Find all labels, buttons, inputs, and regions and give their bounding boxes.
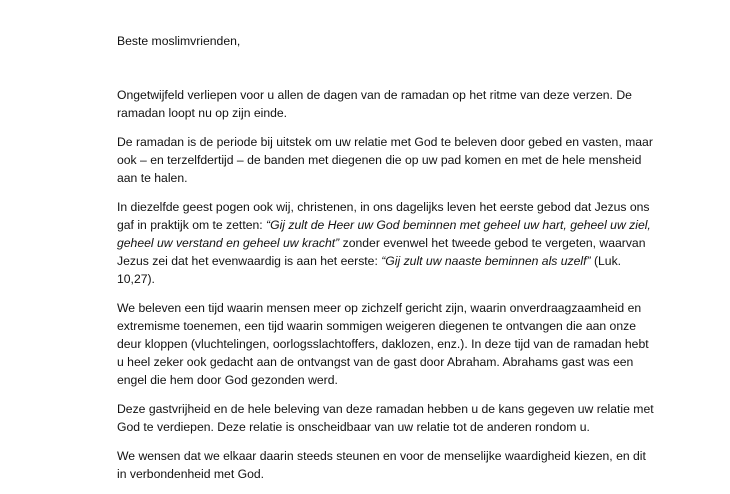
salutation: Beste moslimvrienden, bbox=[117, 34, 241, 48]
scripture-quote-2: “Gij zult uw naaste beminnen als uzelf” bbox=[381, 254, 591, 268]
bible-reference: (Luk. 10,27). bbox=[117, 254, 622, 286]
paragraph-4: We beleven een tijd waarin mensen meer op zichzelf gericht zijn, waarin onverdraagzaamheid en extremisme toenemen, een tijd waarin sommigen weigeren diegenen te ontvangen die aan onze deur kloppen (vluchtelingen, oorlogsslachtoffers, daklozen, enz.). In deze tijd van de ramadan hebt u heel zeker ook gedacht aan de ontvangst van de gast door Abraham. Abrahams gast was een engel die hem door God gezonden werd. bbox=[117, 301, 649, 387]
paragraph-3-text-2: zonder evenwel het tweede gebod te vergeten, waarvan Jezus zei dat het evenwaardig is aan het eerste: bbox=[117, 236, 646, 268]
paragraph-2: De ramadan is de periode bij uitstek om uw relatie met God te beleven door gebed en vasten, maar ook – en terzelfdertijd – de banden met diegenen die op uw pad komen en met de hele mensheid aan te halen. bbox=[117, 135, 653, 185]
scripture-quote-1: “Gij zult de Heer uw God beminnen met geheel uw hart, geheel uw ziel, geheel uw verstand en geheel uw kracht” bbox=[117, 218, 651, 250]
paragraph-3-text-1: In diezelfde geest pogen ook wij, christenen, in ons dagelijks leven het eerste gebod dat Jezus ons gaf in praktijk om te zetten: bbox=[117, 200, 650, 232]
paragraph-1: Ongetwijfeld verliepen voor u allen de dagen van de ramadan op het ritme van deze verzen. De ramadan loopt nu op zijn einde. bbox=[117, 88, 632, 120]
paragraph-6: We wensen dat we elkaar daarin steeds steunen en voor de menselijke waardigheid kiezen, en dit in verbondenheid met God. bbox=[117, 449, 646, 481]
paragraph-5: Deze gastvrijheid en de hele beleving van deze ramadan hebben u de kans gegeven uw relatie met God te verdiepen. Deze relatie is onscheidbaar van uw relatie tot de anderen rondom u. bbox=[117, 402, 654, 434]
paragraph-3 bbox=[117, 198, 657, 288]
letter-body bbox=[117, 86, 657, 494]
